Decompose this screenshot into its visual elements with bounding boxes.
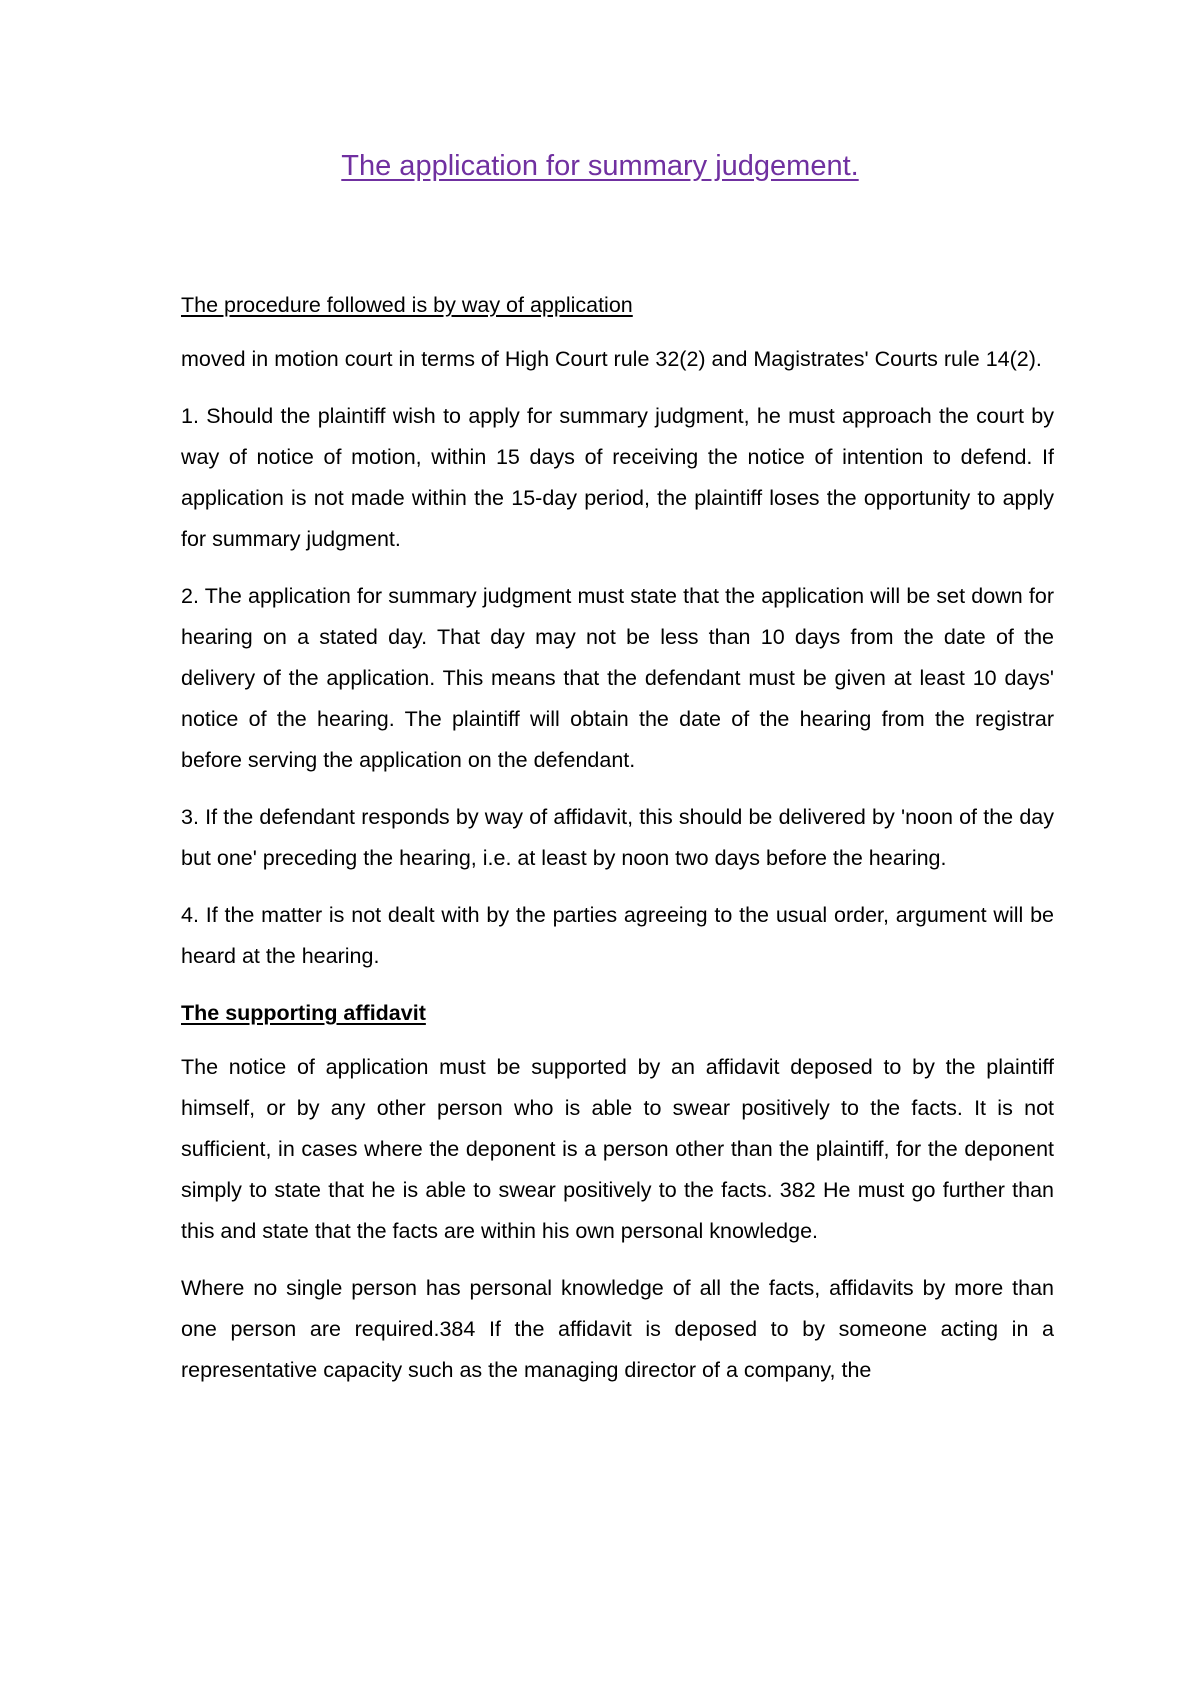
- procedure-heading-text: The procedure followed is by way of application: [181, 293, 633, 317]
- point-3: 3. If the defendant responds by way of affidavit, this should be delivered by 'noon of the day but one' preceding the hearing, i.e. at least by noon two days before the hearing.: [181, 805, 1054, 870]
- document-title: The application for summary judgement.: [341, 150, 859, 182]
- point-4: 4. If the matter is not dealt with by the parties agreeing to the usual order, argument will be heard at the hearing.: [181, 903, 1054, 968]
- affidavit-paragraph-2: Where no single person has personal knowledge of all the facts, affidavits by more than one person are required.384 If the affidavit is deposed to by someone acting in a representative capacity such as the managing director of a company, the: [181, 1276, 1054, 1382]
- affidavit-paragraph-1: The notice of application must be supported by an affidavit deposed to by the plaintiff himself, or by any other person who is able to swear positively to the facts. It is not sufficient, in cases where the deponent is a person other than the plaintiff, for the deponent simply to state that he is able to swear positively to the facts. 382 He must go further than this and state that the facts are within his own personal knowledge.: [181, 1055, 1054, 1243]
- affidavit-heading: [181, 993, 1054, 1034]
- affidavit-heading-text: The supporting affidavit: [181, 1001, 426, 1025]
- procedure-paragraph: moved in motion court in terms of High Court rule 32(2) and Magistrates' Courts rule 14(2).: [181, 347, 1042, 371]
- procedure-heading: [181, 285, 1054, 326]
- point-2: 2. The application for summary judgment must state that the application will be set down for hearing on a stated day. That day may not be less than 10 days from the date of the delivery of the application. This means that the defendant must be given at least 10 days' notice of the hearing. The plaintiff will obtain the date of the hearing from the registrar before serving the application on the defendant.: [181, 584, 1054, 772]
- point-1: 1. Should the plaintiff wish to apply for summary judgment, he must approach the court by way of notice of motion, within 15 days of receiving the notice of intention to defend. If application is not made within the 15-day period, the plaintiff loses the opportunity to apply for summary judgment.: [181, 404, 1054, 551]
- document-body: [181, 285, 1054, 1407]
